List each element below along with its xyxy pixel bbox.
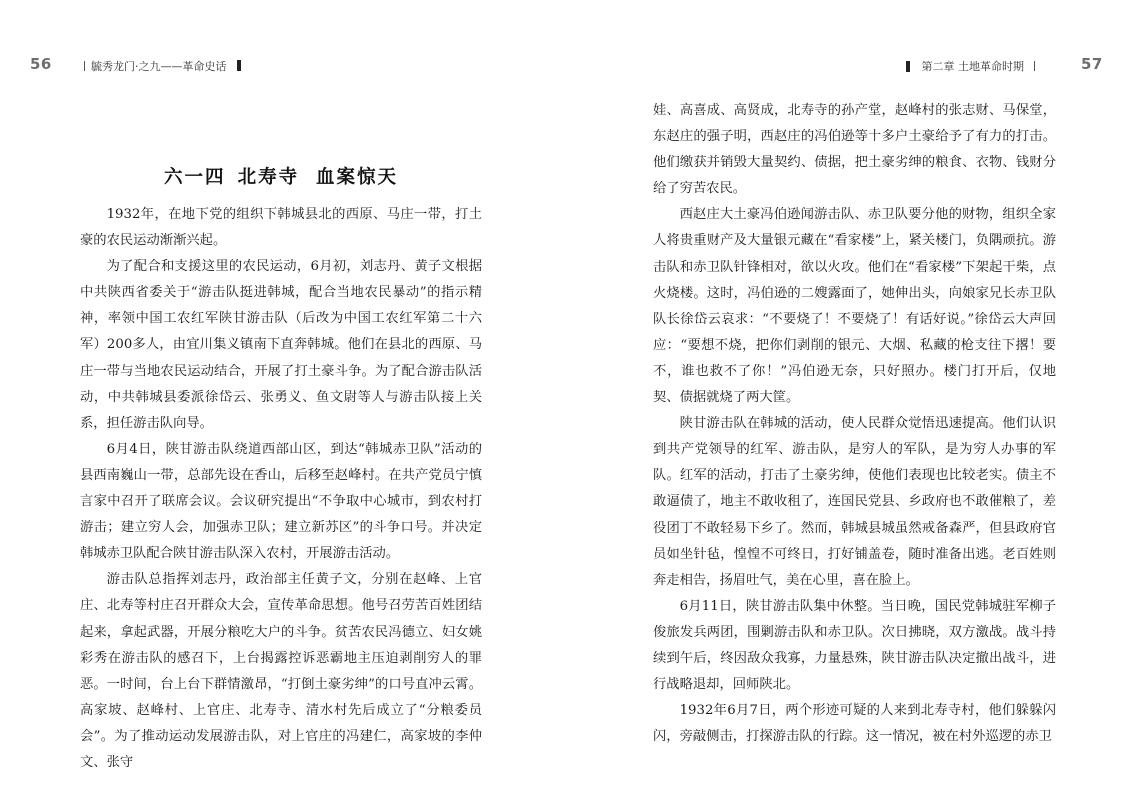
paragraph: 为了配合和支援这里的农民运动，6月初，刘志丹、黄子文根据中共陕西省委关于“游击队挺进韩城，配合当地农民暴动”的指示精神，率领中国工农红军陕甘游击队（后改为中国工农红军第二十六军）200多人，由宜川集义镇南下直奔韩城。他们在县北的西原、马庄一带与当地农民运动结合，开展了打土豪斗争。为了配合游击队活动，中共韩城县委派徐岱云、张勇义、鱼文尉等人与游击队接上关系，担任游击队向导。 [80, 259, 482, 431]
body-text [80, 202, 482, 776]
chapter-title [80, 163, 482, 189]
page-number: 57 [1081, 55, 1103, 73]
running-head [906, 58, 1041, 74]
paragraph: 6月4日，陕甘游击队绕道西部山区，到达“韩城赤卫队”活动的县西南巍山一带，总部先设在香山，后移至赵峰村。在共产党员宁慎言家中召开了联席会议。会议研究提出“不争取中心城市，到农村打游击；建立穷人会，加强赤卫队；建立新苏区”的斗争口号。并决定韩城赤卫队配合陕甘游击队深入农村，开展游击活动。 [80, 441, 482, 562]
running-head-text: 毓秀龙门·之九——革命史话 [91, 60, 227, 73]
title-number: 六一四 [164, 167, 226, 188]
paragraph: 1932年6月7日，两个形迹可疑的人来到北寿寺村，他们躲躲闪闪，旁敲侧击，打探游击队的行踪。这一情况，被在村外巡逻的赤卫 [653, 703, 1056, 745]
paragraph: 游击队总指挥刘志丹，政治部主任黄子文，分别在赵峰、上官庄、北寿等村庄召开群众大会，宣传革命思想。他号召劳苦百姓团结起来，拿起武器，开展分粮吃大户的斗争。贫苦农民冯德立、妇女姚彩秀在游击队的感召下，上台揭露控诉恶霸地主压迫剥削穷人的罪恶。一时间，台上台下群情激昂，“打倒土豪劣绅”的口号直冲云霄。高家坡、赵峰村、上官庄、北寿寺、清水村先后成立了“分粮委员会”。为了推动运动发展游击队，对上官庄的冯建仁，高家坡的李仲文、张守 [80, 572, 482, 770]
paragraph: 西赵庄大土豪冯伯逊闻游击队、赤卫队要分他的财物，组织全家人将贵重财产及大量银元藏在“看家楼”上，紧关楼门，负隅顽抗。游击队和赤卫队针锋相对，欲以火攻。他们在“看家楼”下架起干柴，点火烧楼。这时，冯伯逊的二嫂露面了，她伸出头，向娘家兄长赤卫队队长徐岱云哀求：“不要烧了！不要烧了！有话好说。”徐岱云大声回应：“要想不烧，把你们剥削的银元、大烟、私藏的枪支往下撂！要不，谁也救不了你！”冯伯逊无奈，只好照办。楼门打开后，仅地契、债据就烧了两大筐。 [653, 207, 1056, 406]
paragraph: 1932年，在地下党的组织下韩城县北的西原、马庄一带，打土豪的农民运动渐渐兴起。 [80, 207, 482, 249]
running-head-text: 第二章 土地革命时期 [921, 60, 1024, 73]
running-head [78, 58, 247, 74]
paragraph: 陕甘游击队在韩城的活动，使人民群众觉悟迅速提高。他们认识到共产党领导的红军、游击队，是穷人的军队，是为穷人办事的军队。红军的活动，打击了土豪劣绅，使他们表现也比较老实。债主不敢逼债了，地主不敢收租了，连国民党县、乡政府也不敢催粮了，差役团丁不敢轻易下乡了。然而，韩城县城虽然戒备森严，但县政府官员如坐针毡，惶惶不可终日，打好铺盖卷，随时准备出逃。老百姓则奔走相告，扬眉吐气，美在心里，喜在脸上。 [653, 416, 1056, 588]
left-page [0, 0, 566, 799]
separator-bar [84, 61, 85, 71]
body-text [653, 98, 1056, 750]
block-mark [906, 61, 910, 72]
title-text: 北寿寺 血案惊天 [237, 167, 398, 188]
right-page [566, 0, 1133, 799]
block-mark [237, 60, 241, 71]
separator-bar [1034, 61, 1035, 71]
page-number: 56 [30, 55, 52, 73]
paragraph: 娃、高喜成、高贤成，北寿寺的孙产堂，赵峰村的张志财、马保堂，东赵庄的强子明，西赵庄的冯伯逊等十多户土豪给予了有力的打击。他们缴获并销毁大量契约、债据，把土豪劣绅的粮食、衣物、钱财分给了穷苦农民。 [653, 103, 1056, 197]
paragraph: 6月11日，陕甘游击队集中休整。当日晚，国民党韩城驻军柳子俊旅发兵两团，围剿游击队和赤卫队。次日拂晓，双方激战。战斗持续到午后，终因敌众我寡，力量悬殊，陕甘游击队决定撤出战斗，进行战略退却，回师陕北。 [653, 598, 1056, 693]
